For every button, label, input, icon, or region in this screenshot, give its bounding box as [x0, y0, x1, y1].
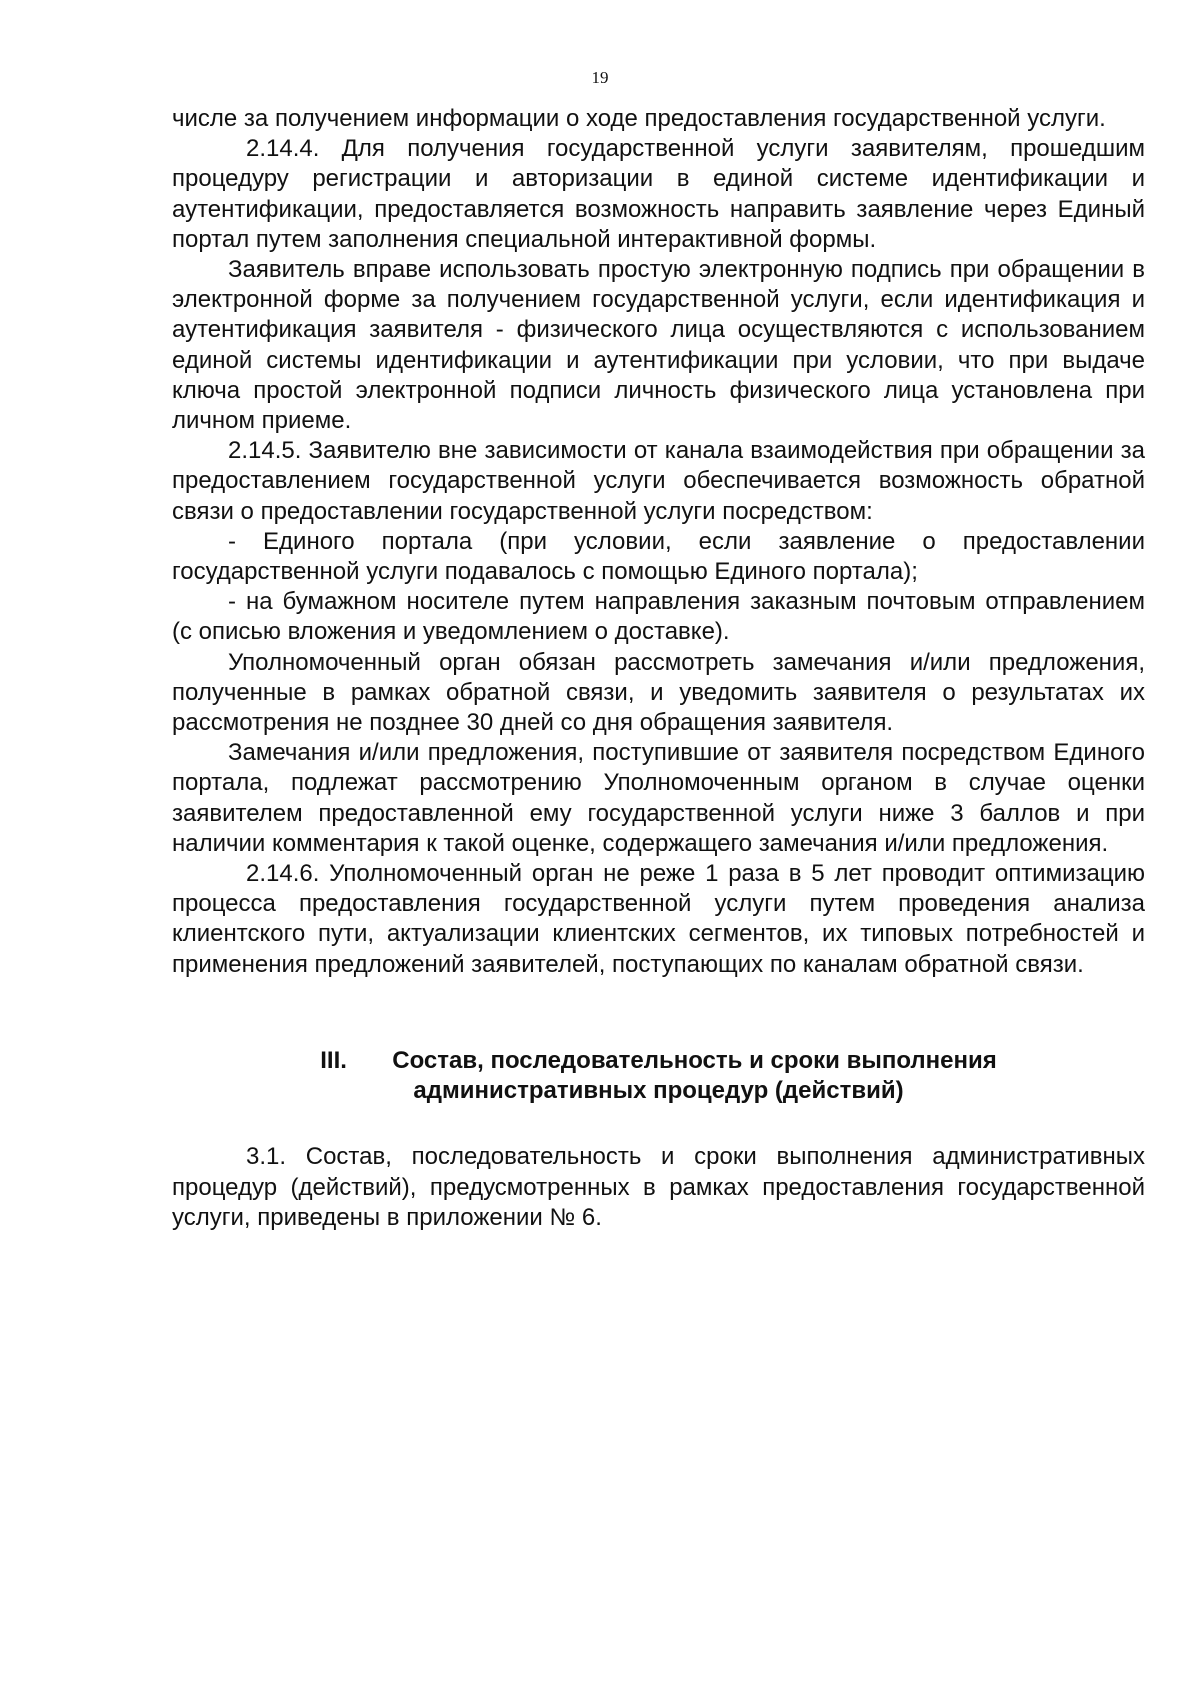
paragraph-simple-signature: Заявитель вправе использовать простую электронную подпись при обращении в электронной форме за получением государственной услуги, если идентификация и аутентификация заявителя - физического лица осуществляются с использованием единой системы идентификации и аутентификации при условии, что при выдаче ключа простой электронной подписи личность физического лица установлена при личном приеме.	[172, 256, 1145, 435]
section-heading	[172, 1046, 1145, 1106]
paragraph-remarks: Замечания и/или предложения, поступившие от заявителя посредством Единого портала, подлежат рассмотрению Уполномоченным органом в случае оценки заявителем предоставленной ему государственной услуги ниже 3 баллов и при наличии комментария к такой оценке, содержащего замечания и/или предложения.	[172, 739, 1145, 857]
page-number: 19	[591, 68, 609, 87]
section-heading-line-1	[172, 1046, 1145, 1076]
paragraph-authority-obligation: Уполномоченный орган обязан рассмотреть замечания и/или предложения, полученные в рамках обратной связи, и уведомить заявителя о результатах их рассмотрения не позднее 30 дней со дня обращения заявителя.	[172, 648, 1145, 737]
list-item-paper: - на бумажном носителе путем направления заказным почтовым отправлением (с описью вложения и уведомлением о доставке).	[172, 588, 1145, 646]
section-title-line-2: административных процедур (действий)	[413, 1077, 904, 1105]
paragraph-2-14-5: 2.14.5. Заявителю вне зависимости от канала взаимодействия при обращении за предоставлением государственной услуги обеспечивается возможность обратной связи о предоставлении государственной услуги посредством:	[172, 437, 1145, 525]
section-content	[172, 1142, 1145, 1233]
list-item-portal: - Единого портала (при условии, если заявление о предоставлении государственной услуги подавалось с помощью Единого портала);	[172, 527, 1145, 586]
paragraph-2-14-6: 2.14.6. Уполномоченный орган не реже 1 раза в 5 лет проводит оптимизацию процесса предоставления государственной услуги путем проведения анализа клиентского пути, актуализации клиентских сегментов, их типовых потребностей и применения предложений заявителей, поступающих по каналам обратной связи.	[172, 860, 1145, 978]
section-title-line-1: Состав, последовательность и сроки выполнения	[392, 1046, 997, 1074]
paragraph-3-1: 3.1. Состав, последовательность и сроки выполнения административных процедур (действий), предусмотренных в рамках предоставления государственной услуги, приведены в приложении № 6.	[172, 1143, 1145, 1231]
section-number: III.	[320, 1046, 347, 1074]
paragraph-continuation: числе за получением информации о ходе предоставления государственной услуги.	[172, 105, 1106, 132]
document-body	[172, 104, 1145, 1233]
paragraph-2-14-4: 2.14.4. Для получения государственной услуги заявителям, прошедшим процедуру регистрации и авторизации в единой системе идентификации и аутентификации, предоставляется возможность направить заявление через Единый портал путем заполнения специальной интерактивной формы.	[172, 135, 1145, 253]
